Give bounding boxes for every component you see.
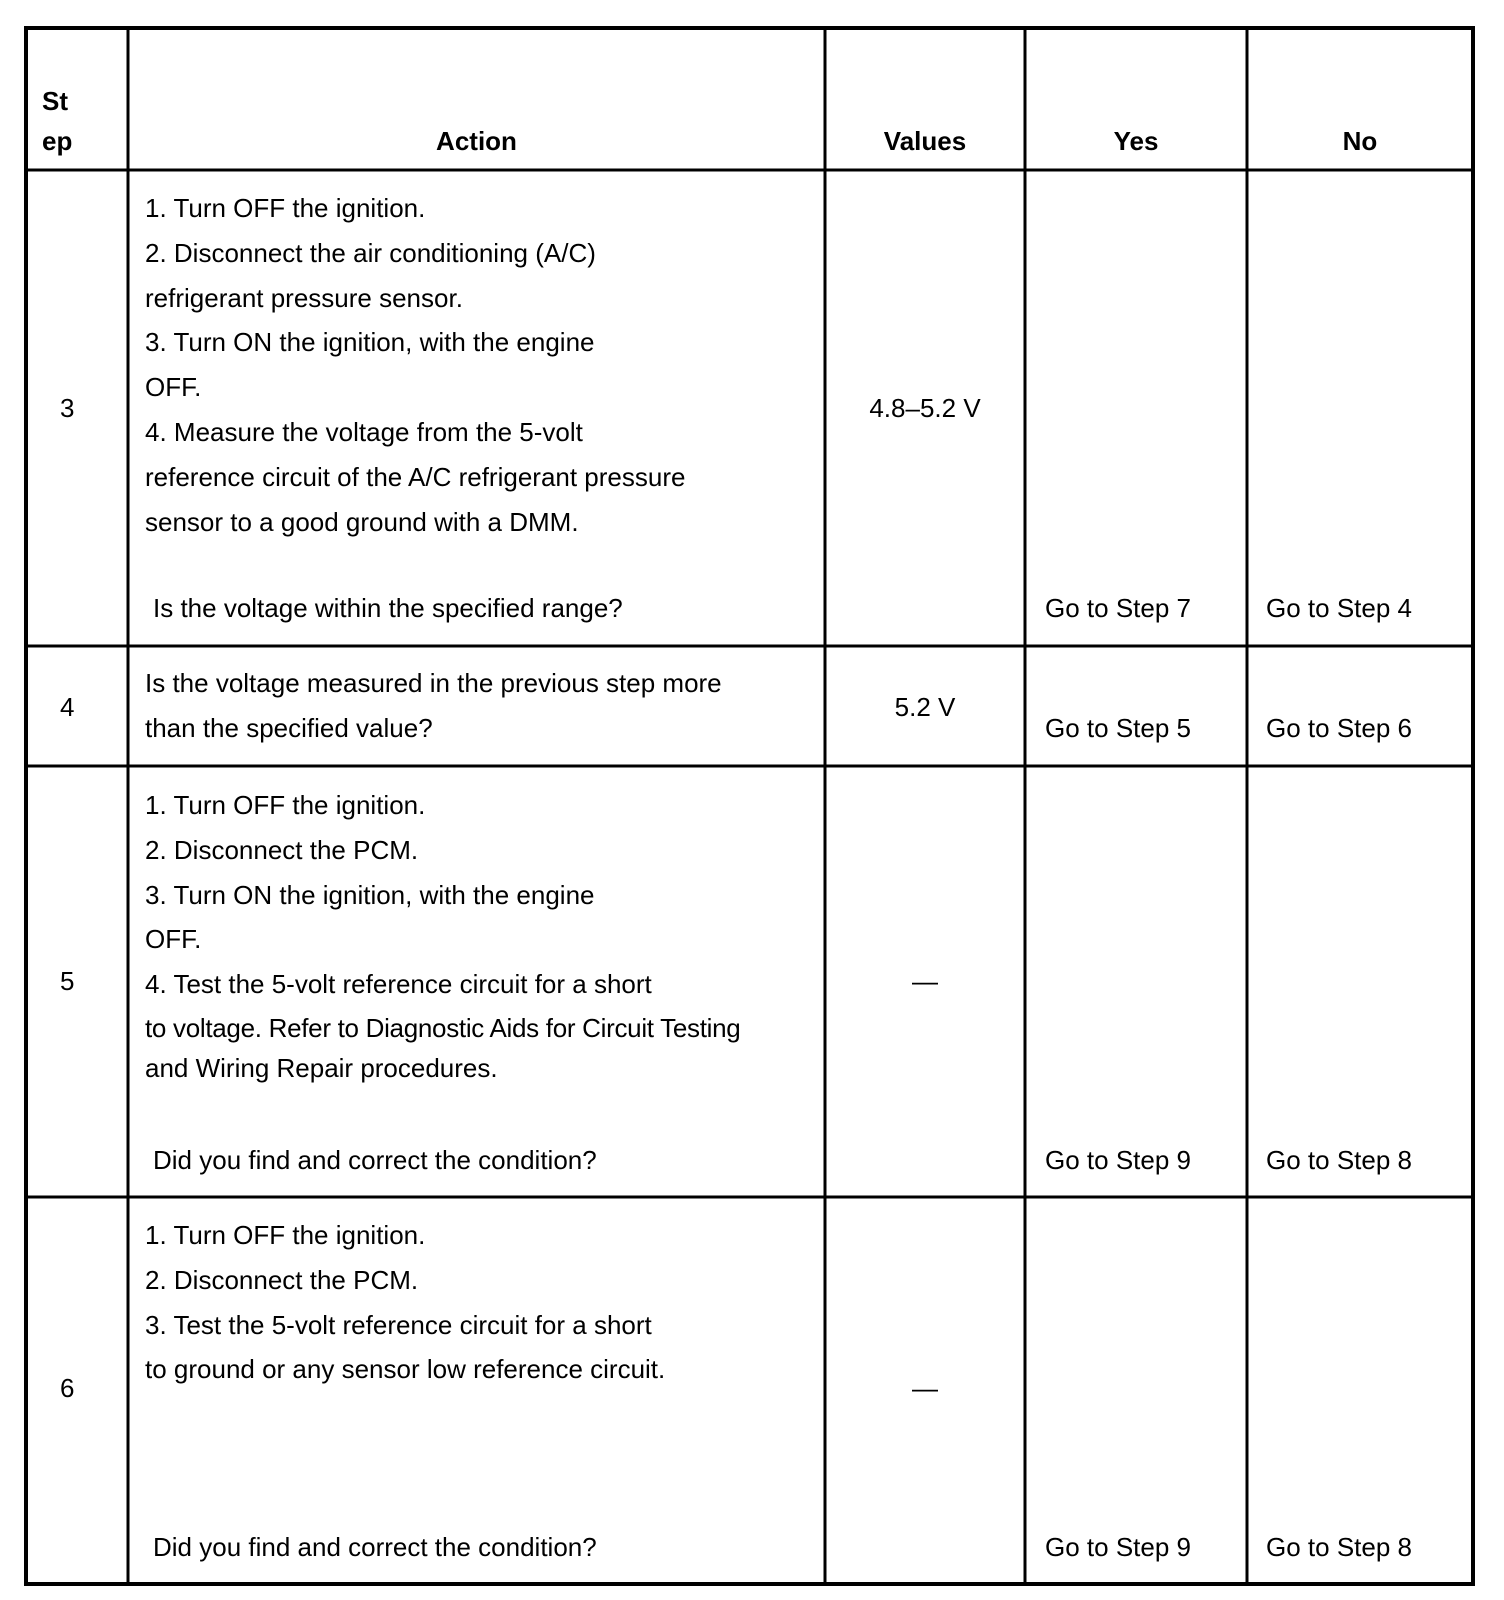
header-yes: Yes xyxy=(1113,126,1159,156)
no-cell: Go to Step 8 xyxy=(1266,1145,1412,1175)
step-number: 5 xyxy=(60,966,75,996)
action-line: 3. Turn ON the ignition, with the engine xyxy=(145,327,595,357)
action-line: 2. Disconnect the air conditioning (A/C) xyxy=(145,238,596,268)
action-line: 2. Disconnect the PCM. xyxy=(145,835,419,865)
action-line: 4. Test the 5-volt reference circuit for a short xyxy=(145,969,652,999)
action-line: 4. Measure the voltage from the 5-volt xyxy=(145,417,583,447)
header-step: St xyxy=(42,86,68,116)
yes-cell: Go to Step 7 xyxy=(1045,593,1191,623)
yes-cell: Go to Step 5 xyxy=(1045,713,1191,743)
action-line: refrigerant pressure sensor. xyxy=(145,283,463,313)
value-cell: 5.2 V xyxy=(894,692,956,722)
yes-cell: Go to Step 9 xyxy=(1045,1145,1191,1175)
action-line: and Wiring Repair procedures. xyxy=(145,1053,498,1083)
action-line: OFF. xyxy=(145,372,202,402)
action-line: than the specified value? xyxy=(145,713,433,743)
action-line: to voltage. Refer to Diagnostic Aids for Circuit Testing xyxy=(145,1013,741,1043)
action-line: Is the voltage measured in the previous step more xyxy=(145,668,722,698)
header-step-cont: ep xyxy=(42,126,73,156)
no-cell: Go to Step 4 xyxy=(1266,593,1412,623)
value-cell: — xyxy=(912,1373,938,1403)
step-number: 4 xyxy=(60,692,75,722)
action-line: sensor to a good ground with a DMM. xyxy=(145,507,579,537)
action-line: 1. Turn OFF the ignition. xyxy=(145,790,426,820)
header-no: No xyxy=(1342,126,1378,156)
no-cell: Go to Step 8 xyxy=(1266,1532,1412,1562)
action-line: 1. Turn OFF the ignition. xyxy=(145,1220,426,1250)
action-line: 3. Test the 5-volt reference circuit for a short xyxy=(145,1310,652,1340)
value-cell: 4.8–5.2 V xyxy=(869,393,981,423)
action-line: OFF. xyxy=(145,924,202,954)
action-question: Is the voltage within the specified range? xyxy=(153,593,623,623)
action-line: 3. Turn ON the ignition, with the engine xyxy=(145,880,595,910)
step-number: 3 xyxy=(60,393,75,423)
no-cell: Go to Step 6 xyxy=(1266,713,1412,743)
action-line: 1. Turn OFF the ignition. xyxy=(145,193,426,223)
step-number: 6 xyxy=(60,1373,75,1403)
header-values: Values xyxy=(883,126,967,156)
action-line: 2. Disconnect the PCM. xyxy=(145,1265,419,1295)
action-question: Did you find and correct the condition? xyxy=(153,1145,597,1175)
value-cell: — xyxy=(912,966,938,996)
action-line: reference circuit of the A/C refrigerant pressure xyxy=(145,462,686,492)
action-question: Did you find and correct the condition? xyxy=(153,1532,597,1562)
yes-cell: Go to Step 9 xyxy=(1045,1532,1191,1562)
header-action: Action xyxy=(436,126,517,156)
action-line: to ground or any sensor low reference circuit. xyxy=(145,1354,666,1384)
